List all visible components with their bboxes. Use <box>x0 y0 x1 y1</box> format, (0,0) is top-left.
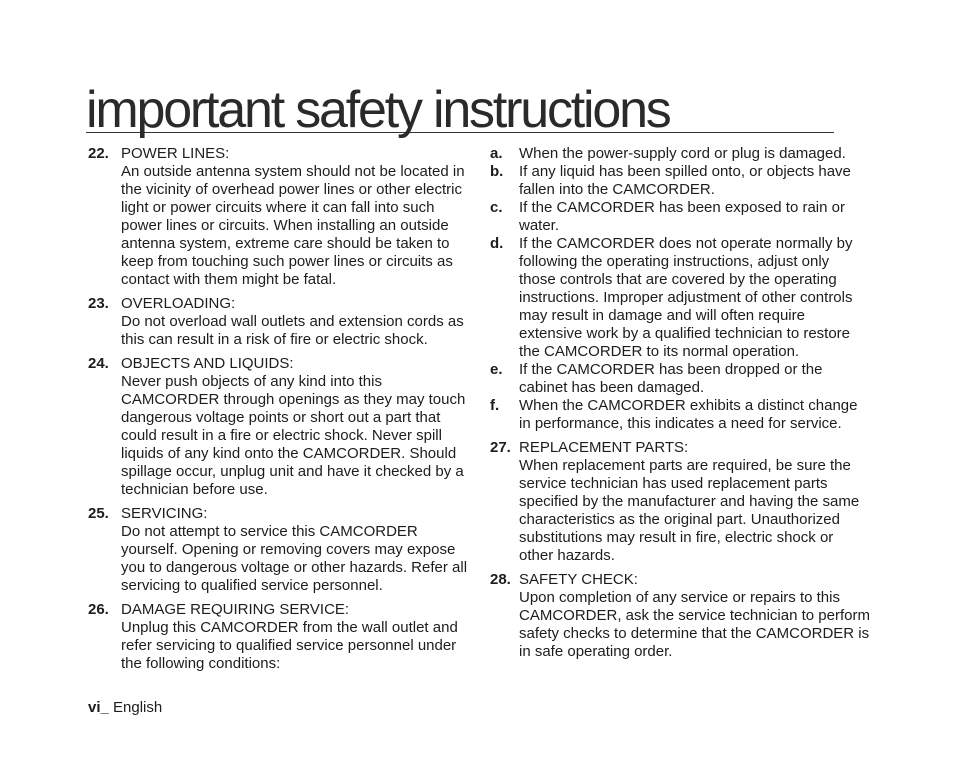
instruction-item-27 <box>490 439 870 565</box>
instruction-item-22 <box>88 145 468 289</box>
item-number: 24. <box>88 355 109 372</box>
item-text: When replacement parts are required, be sure the service technician has used replacement parts specified by the manufacturer and having the same characteristics as the original part. Unauthorized substitutions may result in fire, electric shock or other hazards. <box>519 457 860 564</box>
condition-text: If the CAMCORDER has been exposed to rain or water. <box>519 199 845 234</box>
condition-item-e <box>490 361 870 397</box>
item-heading: OVERLOADING: <box>121 295 236 312</box>
page-title <box>86 81 834 139</box>
condition-letter: f. <box>490 397 500 414</box>
instruction-item-23 <box>88 295 468 349</box>
page-number: vi_ <box>88 699 109 716</box>
item-number: 28. <box>490 571 511 588</box>
instruction-item-26 <box>88 601 468 673</box>
item-heading: REPLACEMENT PARTS: <box>519 439 689 456</box>
instruction-item-28 <box>490 571 870 661</box>
item-heading: OBJECTS AND LIQUIDS: <box>121 355 294 372</box>
condition-item-a <box>490 145 870 163</box>
item-text: Never push objects of any kind into this CAMCORDER through openings as they may touch dangerous voltage points or short out a part that could result in a fire or electric shock. Never spill liquids of any kind onto the CAMCORDER. Should spillage occur, unplug unit and have it checked by a technician before use. <box>121 373 466 498</box>
item-text: Do not overload wall outlets and extension cords as this can result in a risk of fire or electric shock. <box>121 313 464 348</box>
item-number: 23. <box>88 295 109 312</box>
item-number: 22. <box>88 145 109 162</box>
condition-text: If any liquid has been spilled onto, or objects have fallen into the CAMCORDER. <box>519 163 851 198</box>
condition-letter: c. <box>490 199 503 216</box>
condition-item-c <box>490 199 870 235</box>
item-text: Unplug this CAMCORDER from the wall outlet and refer servicing to qualified service personnel under the following conditions: <box>121 619 458 672</box>
item-text: Do not attempt to service this CAMCORDER yourself. Opening or removing covers may expose you to dangerous voltage or other hazards. Refer all servicing to qualified service personnel. <box>121 523 468 594</box>
condition-letter: e. <box>490 361 503 378</box>
instruction-item-25 <box>88 505 468 595</box>
condition-item-f <box>490 397 870 433</box>
item-heading: SERVICING: <box>121 505 208 522</box>
condition-item-b <box>490 163 870 199</box>
item-text: An outside antenna system should not be located in the vicinity of overhead power lines or other electric light or power circuits where it can fall into such power lines or circuits. When installing an outside antenna system, extreme care should be taken to keep from touching such power lines or circuits as contact with them might be fatal. <box>121 163 465 288</box>
instruction-item-24 <box>88 355 468 499</box>
condition-text: When the CAMCORDER exhibits a distinct change in performance, this indicates a need for service. <box>519 397 858 432</box>
item-text: Upon completion of any service or repairs to this CAMCORDER, ask the service technician to perform safety checks to determine that the CAMCORDER is in safe operating order. <box>519 589 870 660</box>
condition-text: If the CAMCORDER has been dropped or the cabinet has been damaged. <box>519 361 823 396</box>
item-number: 26. <box>88 601 109 618</box>
condition-list <box>490 145 870 433</box>
item-heading: SAFETY CHECK: <box>519 571 638 588</box>
condition-letter: d. <box>490 235 504 252</box>
condition-item-d <box>490 235 870 361</box>
left-column <box>88 145 468 679</box>
item-number: 25. <box>88 505 109 522</box>
page-title-text: important safety instructions <box>86 81 670 139</box>
condition-text: When the power-supply cord or plug is damaged. <box>519 145 846 162</box>
item-heading: POWER LINES: <box>121 145 230 162</box>
condition-letter: a. <box>490 145 503 162</box>
right-column <box>490 145 870 667</box>
item-number: 27. <box>490 439 511 456</box>
page-footer <box>88 699 162 716</box>
footer-language: English <box>108 699 163 716</box>
item-heading: DAMAGE REQUIRING SERVICE: <box>121 601 350 618</box>
condition-text: If the CAMCORDER does not operate normally by following the operating instructions, adjust only those controls that are covered by the operating instructions. Improper adjustment of other controls may result in damage and will often require extensive work by a qualified technician to restore the CAMCORDER to its normal operation. <box>519 235 853 360</box>
condition-letter: b. <box>490 163 504 180</box>
